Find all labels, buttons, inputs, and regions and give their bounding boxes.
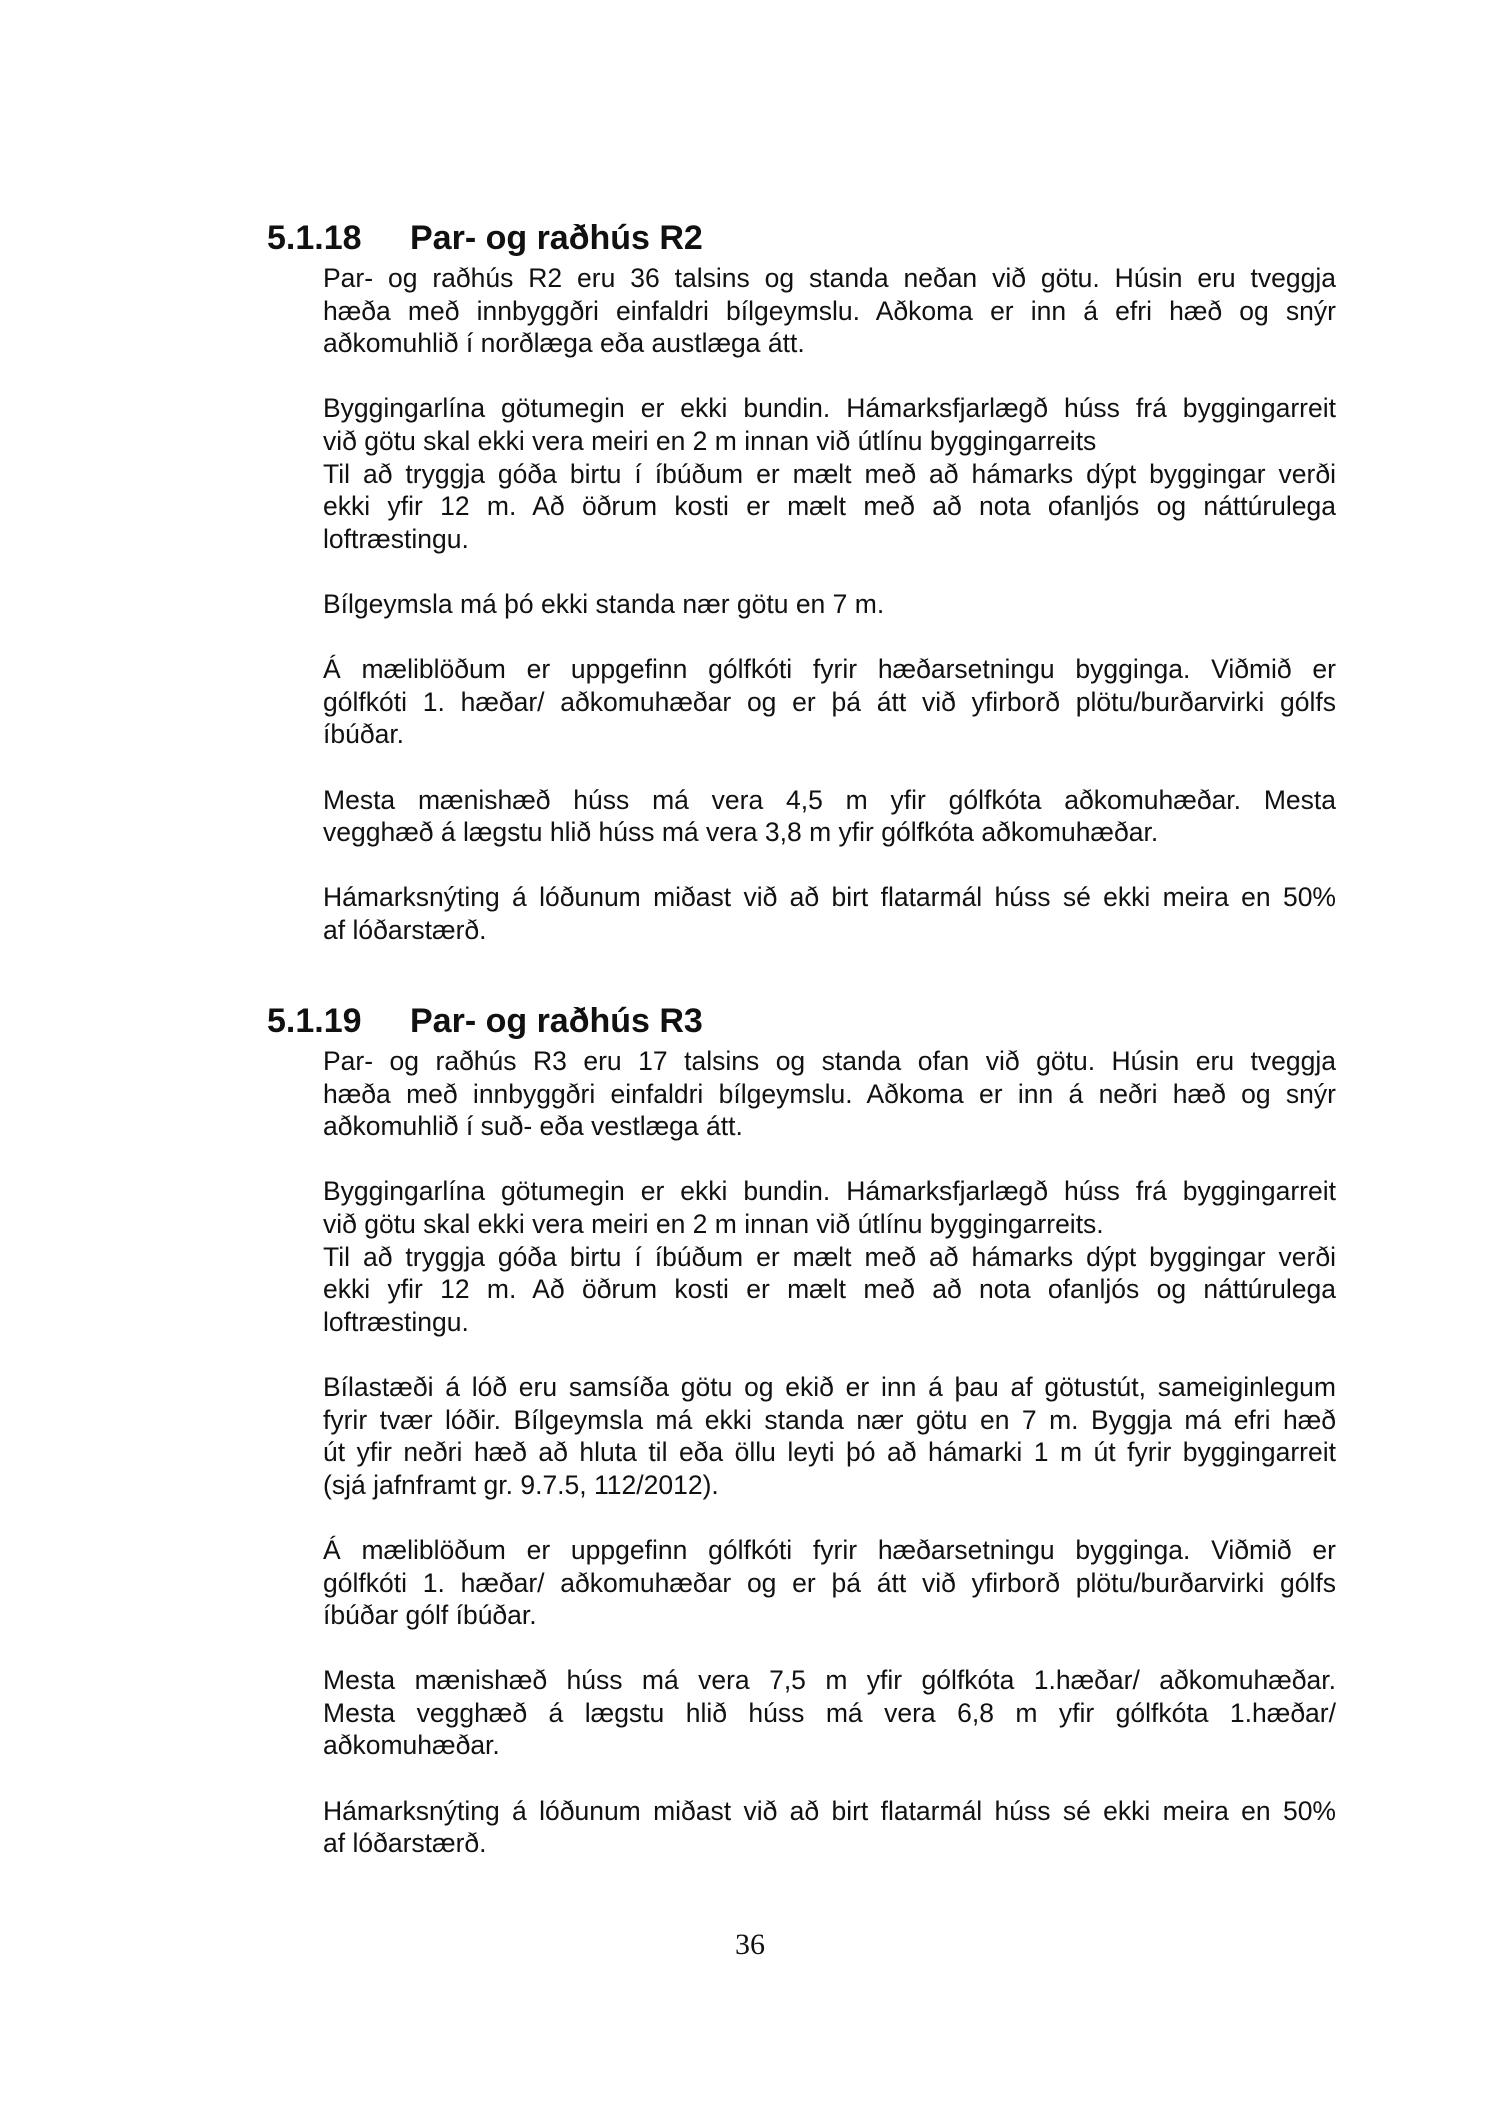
- text-line: vegghæð á lægstu hlið húss má vera 3,8 m yfir gólfkóta aðkomuhæðar.: [323, 817, 1159, 848]
- text-line: Mesta mænishæð húss má vera 7,5 m yfir gólfkóta 1.hæðar/ aðkomuhæðar.: [323, 1665, 1336, 1696]
- text-line: út yfir neðri hæð að hluta til eða öllu leyti þó að hámarki 1 m út fyrir byggingarreit: [323, 1437, 1336, 1468]
- text-line: ekki yfir 12 m. Að öðrum kosti er mælt með að nota ofanljós og náttúrulega: [323, 1274, 1336, 1305]
- page-number: 36: [735, 1928, 765, 1961]
- text-line: íbúðar.: [323, 719, 405, 750]
- text-line: Par- og raðhús R3 eru 17 talsins og standa ofan við götu. Húsin eru tveggja: [323, 1046, 1336, 1076]
- paragraph: [323, 588, 1336, 621]
- text-line: (sjá jafnframt gr. 9.7.5, 112/2012).: [323, 1469, 719, 1500]
- section-heading: [267, 1001, 1337, 1041]
- paragraph: [323, 1795, 1336, 1860]
- paragraph: [323, 881, 1336, 946]
- paragraph: [323, 1664, 1336, 1762]
- section-body: [323, 262, 1336, 946]
- text-line: Byggingarlína götumegin er ekki bundin. Hámarksfjarlægð húss frá byggingarreit: [323, 1176, 1336, 1207]
- text-line: loftræstingu.: [323, 1306, 469, 1337]
- section-number: 5.1.18: [267, 219, 362, 257]
- text-line: Bílgeymsla má þó ekki standa nær götu en 7 m.: [323, 588, 885, 619]
- text-line: hæða með innbyggðri einfaldri bílgeymslu. Aðkoma er inn á efri hæð og snýr: [323, 295, 1336, 326]
- paragraph: [323, 1175, 1336, 1338]
- text-line: Á mæliblöðum er uppgefinn gólfkóti fyrir hæðarsetningu bygginga. Viðmið er: [323, 1534, 1336, 1565]
- paragraph: [323, 1534, 1336, 1632]
- section-number: 5.1.19: [267, 1002, 362, 1040]
- text-line: Mesta mænishæð húss má vera 4,5 m yfir gólfkóta aðkomuhæðar. Mesta: [323, 784, 1336, 815]
- text-line: ekki yfir 12 m. Að öðrum kosti er mælt með að nota ofanljós og náttúrulega: [323, 491, 1336, 522]
- text-line: Hámarksnýting á lóðunum miðast við að birt flatarmál húss sé ekki meira en 50%: [323, 1795, 1336, 1826]
- section-title: Par- og raðhús R2: [410, 219, 703, 257]
- text-line: við götu skal ekki vera meiri en 2 m innan við útlínu byggingarreits.: [323, 1208, 1104, 1239]
- text-line: íbúðar gólf íbúðar.: [323, 1600, 537, 1631]
- section-title: Par- og raðhús R3: [410, 1002, 703, 1040]
- paragraph: [323, 392, 1336, 555]
- text-line: aðkomuhlið í norðlæga eða austlæga átt.: [323, 328, 805, 359]
- text-line: gólfkóti 1. hæðar/ aðkomuhæðar og er þá átt við yfirborð plötu/burðarvirki gólfs: [323, 686, 1336, 717]
- text-line: aðkomuhæðar.: [323, 1730, 500, 1761]
- text-line: Bílastæði á lóð eru samsíða götu og ekið er inn á þau af götustút, sameiginlegum: [323, 1371, 1336, 1402]
- text-line: Hámarksnýting á lóðunum miðast við að birt flatarmál húss sé ekki meira en 50%: [323, 882, 1336, 913]
- text-line: af lóðarstærð.: [323, 914, 487, 945]
- text-line: Par- og raðhús R2 eru 36 talsins og standa neðan við götu. Húsin eru tveggja: [323, 263, 1336, 293]
- section-5-1-18: [267, 218, 1337, 946]
- text-line: Til að tryggja góða birtu í íbúðum er mælt með að hámarks dýpt byggingar verði: [323, 1241, 1336, 1272]
- section-5-1-19: [267, 1001, 1337, 1860]
- paragraph: [323, 653, 1336, 751]
- text-line: af lóðarstærð.: [323, 1828, 487, 1859]
- text-line: Mesta vegghæð á lægstu hlið húss má vera 6,8 m yfir gólfkóta 1.hæðar/: [323, 1697, 1336, 1728]
- paragraph: [323, 1045, 1336, 1143]
- text-line: aðkomuhlið í suð- eða vestlæga átt.: [323, 1111, 743, 1142]
- text-line: fyrir tvær lóðir. Bílgeymsla má ekki standa nær götu en 7 m. Byggja má efri hæð: [323, 1404, 1336, 1435]
- text-line: Á mæliblöðum er uppgefinn gólfkóti fyrir hæðarsetningu bygginga. Viðmið er: [323, 654, 1336, 685]
- text-line: Til að tryggja góða birtu í íbúðum er mælt með að hámarks dýpt byggingar verði: [323, 458, 1336, 489]
- section-body: [323, 1045, 1336, 1860]
- text-line: hæða með innbyggðri einfaldri bílgeymslu. Aðkoma er inn á neðri hæð og snýr: [323, 1078, 1336, 1109]
- section-heading: [267, 218, 1337, 258]
- text-line: gólfkóti 1. hæðar/ aðkomuhæðar og er þá átt við yfirborð plötu/burðarvirki gólfs: [323, 1567, 1336, 1598]
- text-line: loftræstingu.: [323, 523, 469, 554]
- paragraph: [323, 784, 1336, 849]
- text-line: Byggingarlína götumegin er ekki bundin. Hámarksfjarlægð húss frá byggingarreit: [323, 393, 1336, 424]
- paragraph: [323, 262, 1336, 360]
- paragraph: [323, 1371, 1336, 1501]
- text-line: við götu skal ekki vera meiri en 2 m innan við útlínu byggingarreits: [323, 425, 1097, 456]
